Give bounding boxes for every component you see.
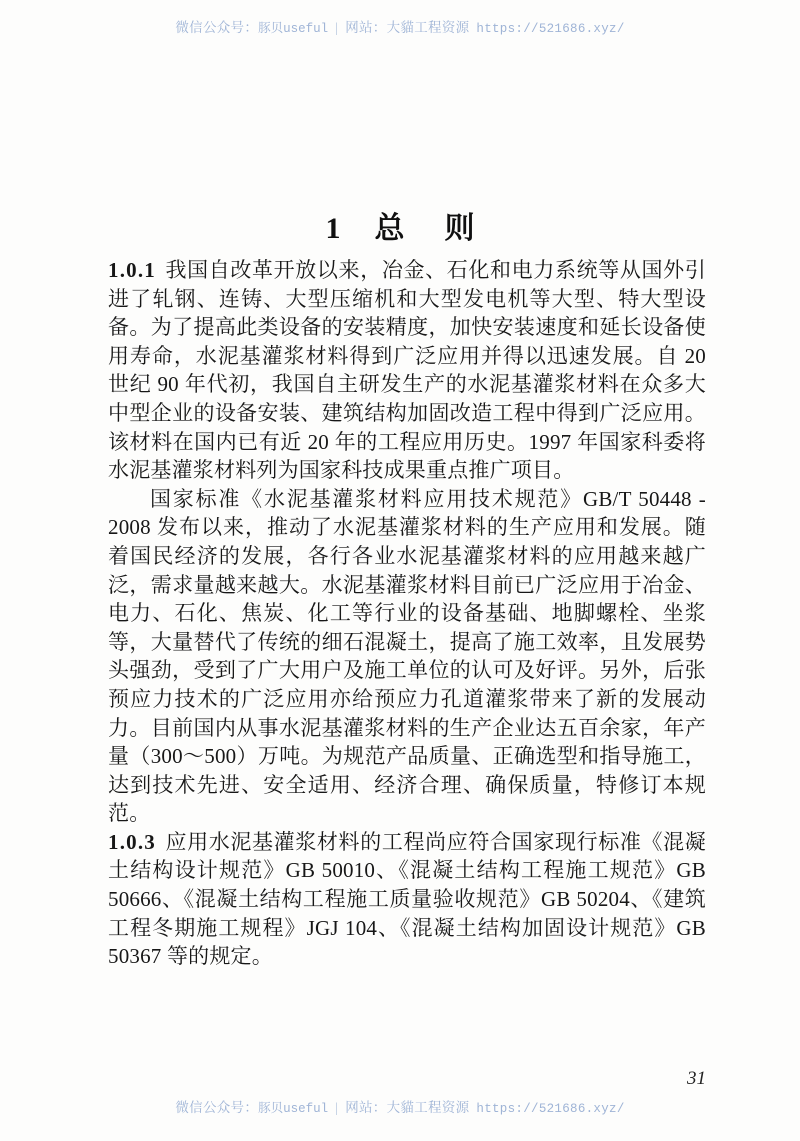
watermark-site-name: 大貓工程资源 — [386, 20, 470, 35]
page-number: 31 — [687, 1068, 706, 1089]
watermark-wechat-label-footer: 微信公众号： — [175, 1100, 259, 1115]
clause-1-0-1-paragraph-2: 国家标准《水泥基灌浆材料应用技术规范》GB/T 50448 - 2008 发布以来，推动了水泥基灌浆材料的生产应用和发展。随着国民经济的发展，各行各业水泥基灌浆材料的应用越来越广泛，需求量越来越大。水泥基灌浆材料目前已广泛应用于冶金、电力、石化、焦炭、化工等行业的设备基础、地脚螺栓、坐浆等，大量替代了传统的细石混凝土，提高了施工效率，且发展势头强劲，受到了广大用户及施工单位的认可及好评。另外，后张预应力技术的广泛应用亦给预应力孔道灌浆带来了新的发展动力。目前国内从事水泥基灌浆材料的生产企业达五百余家，年产量（300～500）万吨。为规范产品质量、正确选型和指导施工，达到技术先进、安全适用、经济合理、确保质量，特修订本规范。 — [108, 486, 706, 826]
watermark-account-footer: 豚贝useful — [258, 1102, 329, 1116]
clause-1-0-3-text: 应用水泥基灌浆材料的工程尚应符合国家现行标准《混凝土结构设计规范》GB 50010、《混凝土结构工程施工规范》GB 50666、《混凝土结构工程施工质量验收规范》GB 50204、《建筑工程冬期施工规程》JGJ 104、《混凝土结构加固设计规范》GB 50367 等的规定。 — [108, 829, 706, 969]
chapter-heading — [0, 203, 800, 247]
clause-1-0-1-text: 我国自改革开放以来，冶金、石化和电力系统等从国外引进了轧钢、连铸、大型压缩机和大型发电机等大型、特大型设备。为了提高此类设备的安装精度，加快安装速度和延长设备使用寿命，水泥基灌浆材料得到广泛应用并得以迅速发展。自 20 世纪 90 年代初，我国自主研发生产的水泥基灌浆材料在众多大中型企业的设备安装、建筑结构加固改造工程中得到广泛应用。该材料在国内已有近 20 年的工程应用历史。1997 年国家科委将水泥基灌浆材料列为国家科技成果重点推广项目。 — [108, 258, 706, 483]
clause-1-0-1-paragraph — [108, 256, 706, 485]
chapter-title-char-1: 总 — [374, 212, 405, 246]
watermark-wechat-label: 微信公众号： — [175, 20, 259, 35]
watermark-site-name-footer: 大貓工程资源 — [386, 1100, 470, 1115]
clause-1-0-3-number: 1.0.3 — [108, 829, 156, 854]
clause-1-0-1-number: 1.0.1 — [108, 258, 156, 282]
clause-1-0-3-paragraph — [108, 828, 706, 971]
watermark-header — [0, 16, 800, 36]
watermark-separator-footer: | — [335, 1100, 339, 1115]
body-text-block — [108, 256, 706, 971]
watermark-url-footer: https://521686.xyz/ — [476, 1102, 625, 1116]
watermark-separator: | — [335, 20, 339, 35]
chapter-title-char-2: 则 — [444, 212, 475, 246]
watermark-url: https://521686.xyz/ — [476, 22, 625, 36]
watermark-account: 豚贝useful — [258, 22, 329, 36]
chapter-number: 1 — [325, 212, 341, 246]
watermark-footer — [0, 1096, 800, 1116]
watermark-site-label-footer: 网站： — [345, 1100, 387, 1115]
watermark-site-label: 网站： — [345, 20, 387, 35]
